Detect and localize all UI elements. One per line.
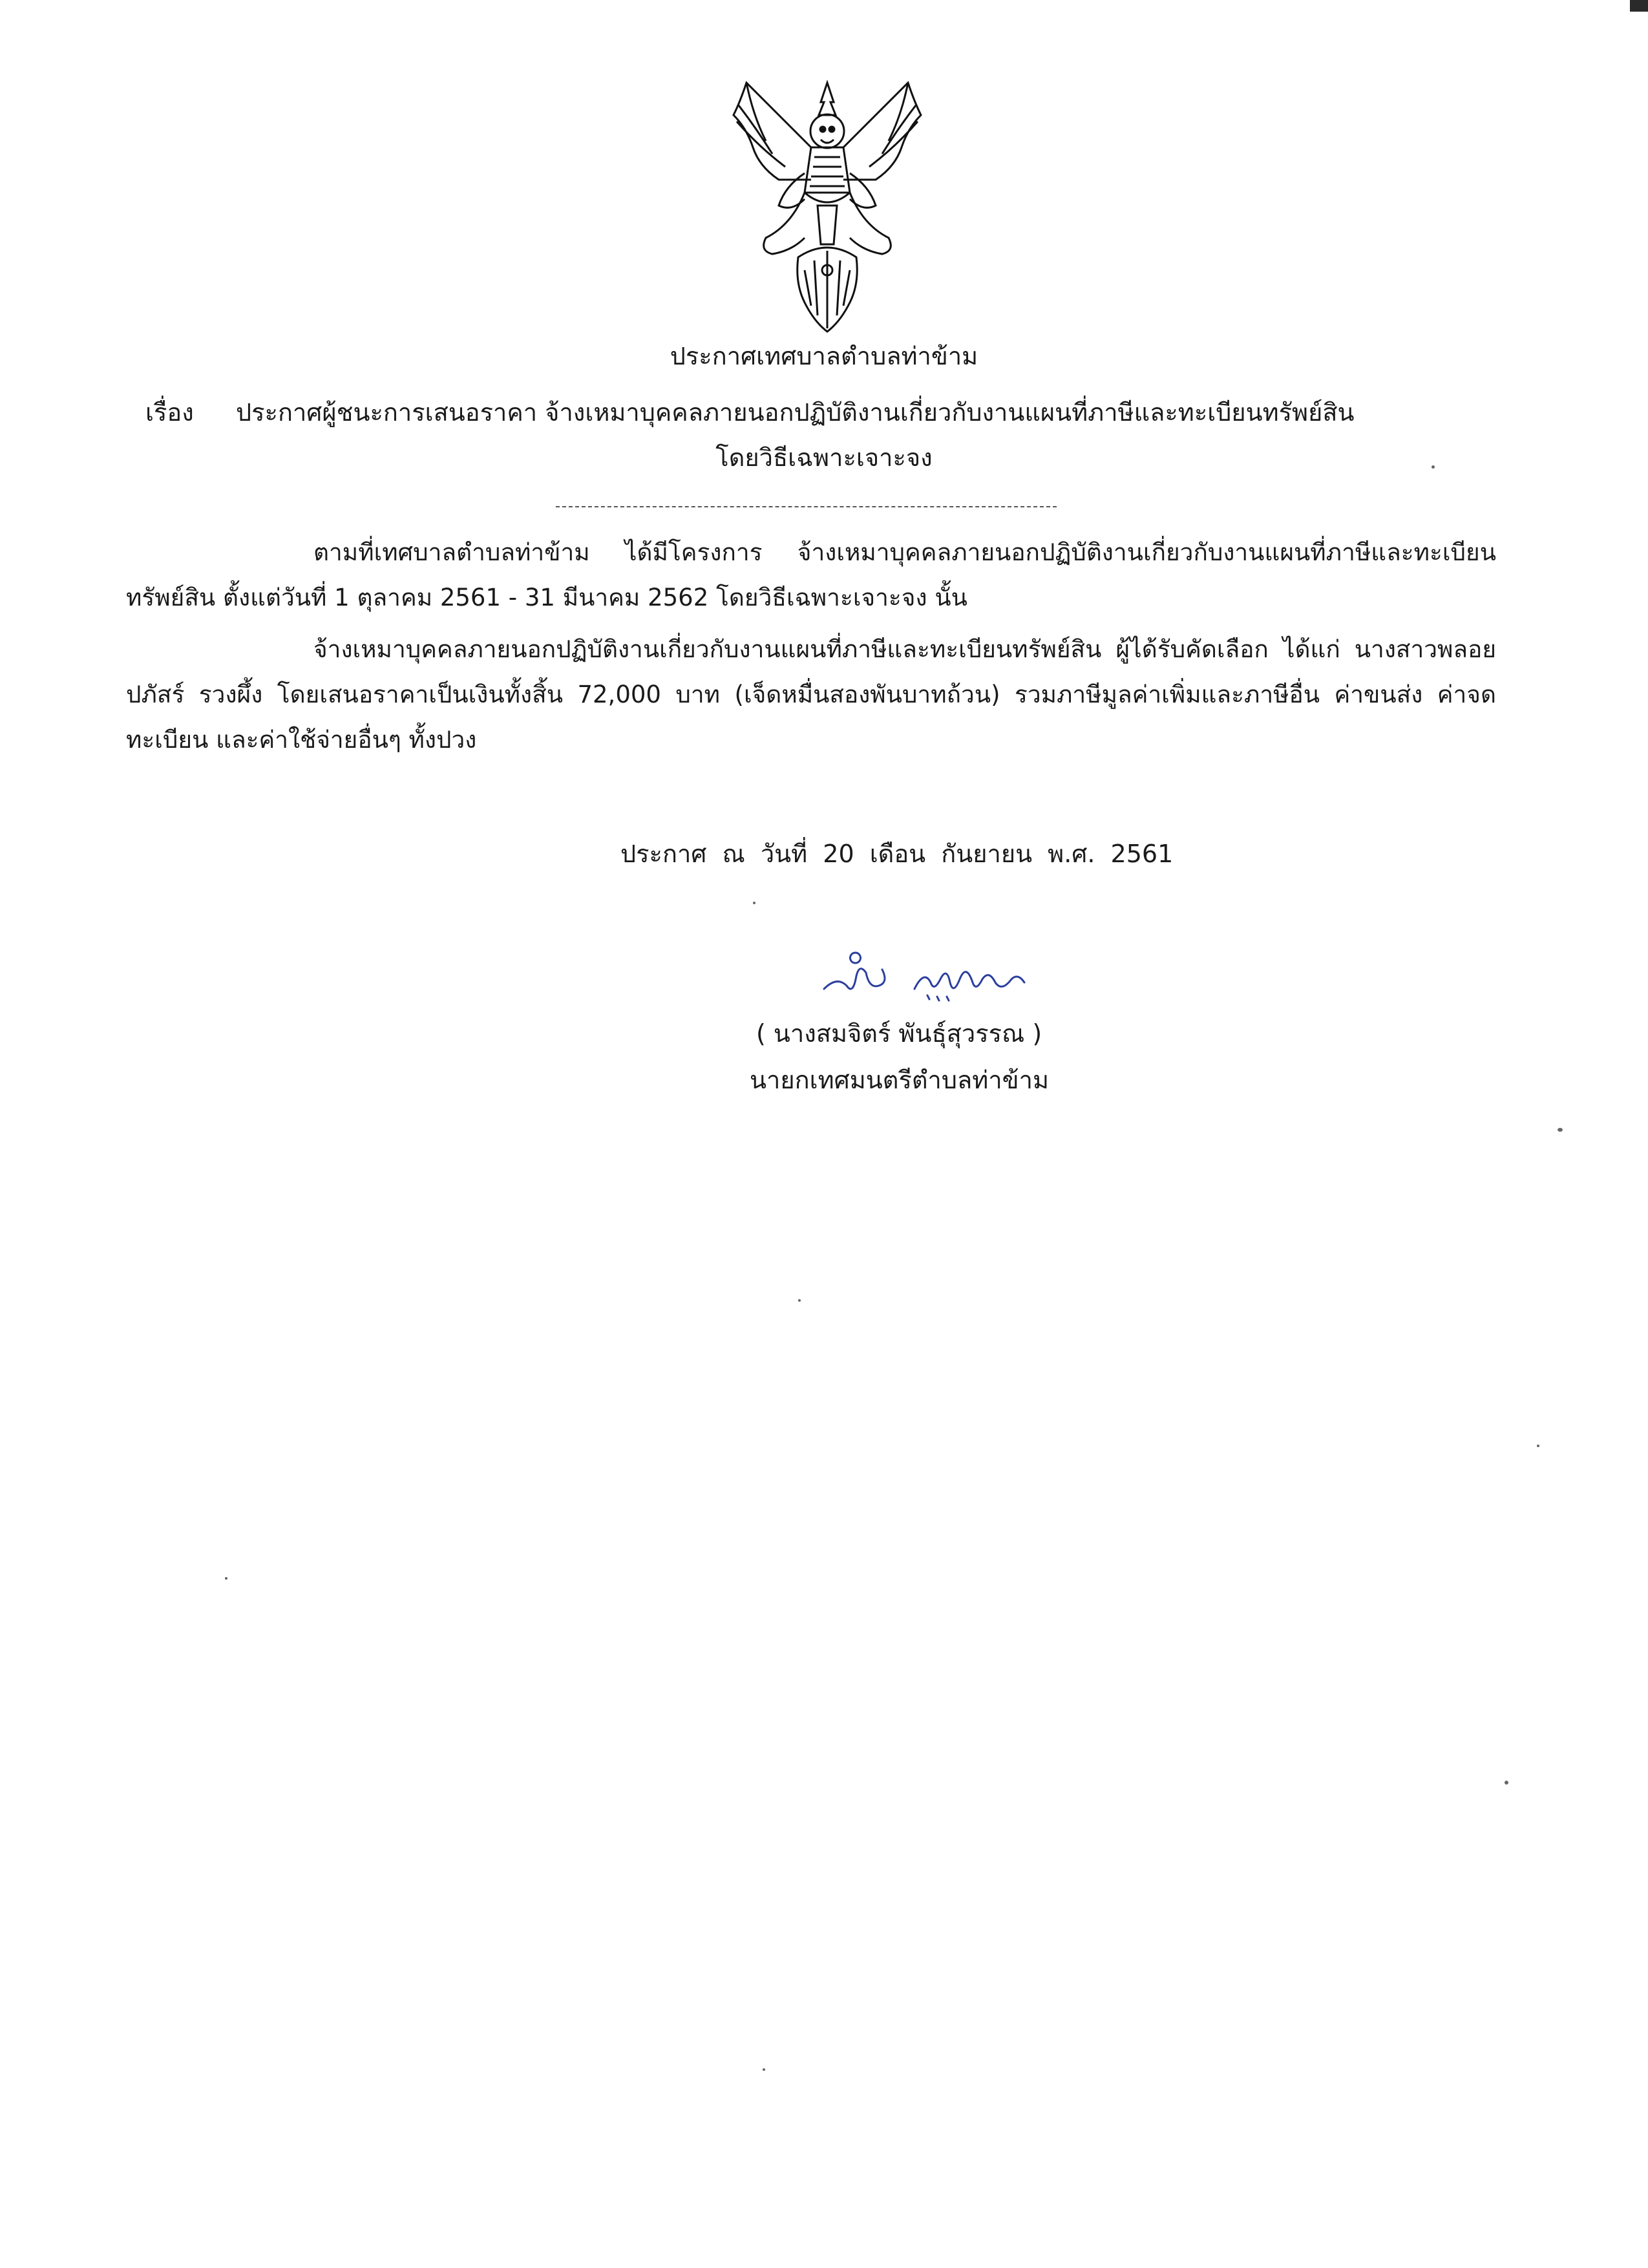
paragraph-1-text: ตามที่เทศบาลตำบลท่าข้าม ได้มีโครงการ จ้างเหมาบุคคลภายนอกปฏิบัติงานเกี่ยวกับงานแผนที่ภาษีและทะเบียนทรัพย์สิน ตั้งแต่วันที่ 1 ตุลาคม 2561 - 31 มีนาคม 2562 โดยวิธีเฉพาะเจาะจง นั้น [126, 538, 1496, 611]
document-title: ประกาศเทศบาลตำบลท่าข้าม [670, 342, 978, 370]
scan-speck [1431, 465, 1435, 469]
scan-speck [1558, 1128, 1563, 1132]
scan-speck [753, 902, 755, 904]
scan-edge-mark [1630, 0, 1648, 12]
subject-continuation: โดยวิธีเฉพาะเจาะจง [715, 443, 933, 472]
paragraph-2-text: จ้างเหมาบุคคลภายนอกปฏิบัติงานเกี่ยวกับงานแผนที่ภาษีและทะเบียนทรัพย์สิน ผู้ได้รับคัดเลือก ได้แก่ นางสาวพลอยปภัสร์ รวงผึ้ง โดยเสนอราคาเป็นเงินทั้งสิ้น 72,000 บาท (เจ็ดหมื่นสองพันบาทถ้วน) รวมภาษีมูลค่าเพิ่มและภาษีอื่น ค่าขนส่ง ค่าจดทะเบียน และค่าใช้จ่ายอื่นๆ ทั้งปวง [126, 635, 1496, 754]
announcement-date: ประกาศ ณ วันที่ 20 เดือน กันยายน พ.ศ. 2561 [620, 840, 1174, 868]
garuda-emblem [721, 76, 934, 335]
subject-line [145, 392, 1355, 432]
divider [556, 506, 1057, 507]
subject-label: เรื่อง [145, 398, 194, 427]
signatory-position: นายกเทศมนตรีตำบลท่าข้าม [750, 1066, 1050, 1094]
scan-speck [1505, 1781, 1508, 1785]
scan-speck [798, 1299, 801, 1302]
body-paragraph-2 [126, 627, 1496, 763]
subject-text: ประกาศผู้ชนะการเสนอราคา จ้างเหมาบุคคลภายนอกปฏิบัติงานเกี่ยวกับงานแผนที่ภาษีและทะเบียนทรัพย์สิน [236, 398, 1355, 427]
scan-speck [763, 2068, 765, 2071]
body-paragraph-1 [126, 530, 1496, 620]
scan-speck [225, 1577, 227, 1580]
handwritten-signature [818, 950, 1037, 1005]
scan-speck [1537, 1445, 1539, 1447]
signatory-name: ( นางสมจิตร์ พันธุ์สุวรรณ ) [756, 1019, 1042, 1048]
